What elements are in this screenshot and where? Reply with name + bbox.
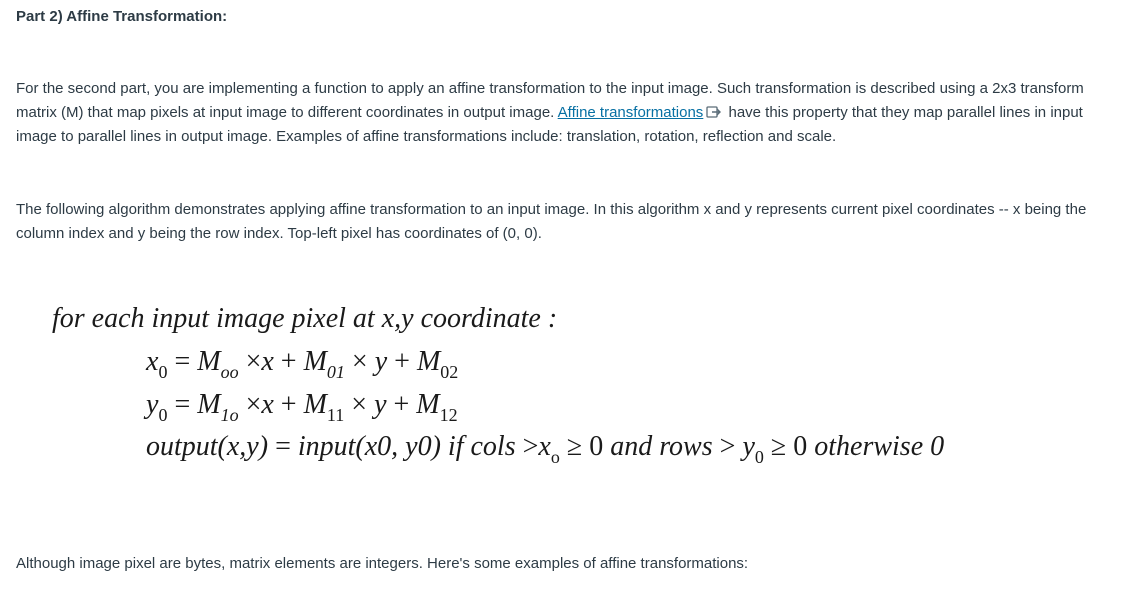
algorithm-line-output: output(x,y) = input(x0, y0) if cols $>x_o \ge 0$ and rows > $y_0 \ge 0$ otherwise 0 xyxy=(146,431,945,467)
affine-transformations-link[interactable]: Affine transformations xyxy=(557,104,704,121)
intro-text-after: have this property that they map parallel lines in input image to parallel lines in output image. Examples of affine transformations include: translation, rotation, reflection and scale. xyxy=(16,104,1083,145)
algorithm-line-1: for each input image pixel at x,y coordinate : xyxy=(52,303,558,334)
intro-text-before: For the second part, you are implementing a function to apply an affine transformation to the input image. Such transformation is described using a 2x3 transform matrix (M) that map pixels at input image to different coordinates in output image. xyxy=(16,80,1084,121)
algorithm-line-x0: $x_0 = M_{oo} \times x + M_{01} \times y + M_{02}$ xyxy=(146,346,459,382)
algorithm-line-y0: $y_0 = M_{1o} \times x + M_{11} \times y + M_{12}$ xyxy=(146,389,458,425)
external-link-icon[interactable] xyxy=(706,105,722,119)
algorithm-intro-paragraph: The following algorithm demonstrates applying affine transformation to an input image. In this algorithm x and y represents current pixel coordinates -- x being the column index and y being the row index. Top-left pixel has coordinates of (0, 0). xyxy=(16,201,1087,242)
intro-paragraph xyxy=(16,77,1116,149)
page-heading: Part 2) Affine Transformation: xyxy=(16,8,228,25)
examples-intro-paragraph: Although image pixel are bytes, matrix elements are integers. Here's some examples of affine transformations: xyxy=(16,555,749,572)
